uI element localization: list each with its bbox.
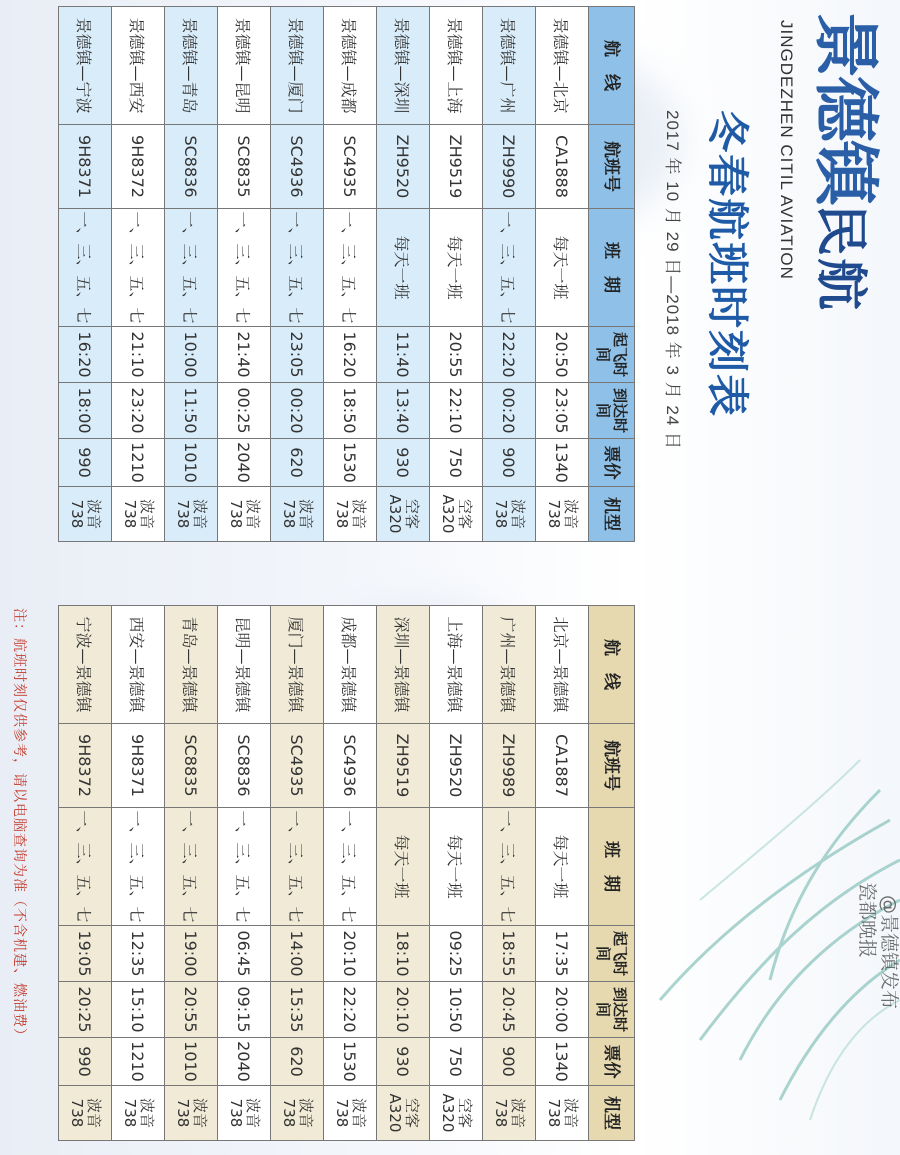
cell-fare: 620 bbox=[271, 1038, 324, 1086]
cell-schedule: 一、三、五、七 bbox=[165, 808, 218, 926]
cell-depart: 21:40 bbox=[218, 327, 271, 383]
cell-route: 厦门—景德镇 bbox=[271, 606, 324, 724]
cell-route: 景德镇—宁波 bbox=[59, 7, 112, 125]
header-arrive: 到达时间 bbox=[589, 982, 635, 1038]
cell-flight: SC8835 bbox=[165, 724, 218, 808]
cell-aircraft: 波音738 bbox=[324, 487, 377, 542]
header-schedule: 班 期 bbox=[589, 808, 635, 926]
cell-flight: ZH9990 bbox=[483, 125, 536, 209]
cell-arrive: 20:00 bbox=[536, 982, 589, 1038]
cell-aircraft: 波音738 bbox=[536, 1086, 589, 1141]
cell-schedule: 每天一班 bbox=[536, 808, 589, 926]
cell-fare: 1010 bbox=[165, 439, 218, 487]
table-row bbox=[271, 606, 324, 1141]
header-aircraft: 机型 bbox=[589, 1086, 635, 1141]
cell-arrive: 20:10 bbox=[377, 982, 430, 1038]
cell-aircraft: 波音738 bbox=[59, 1086, 112, 1141]
cell-arrive: 00:25 bbox=[218, 383, 271, 439]
cell-schedule: 一、三、五、七 bbox=[165, 209, 218, 327]
cell-fare: 990 bbox=[59, 439, 112, 487]
cell-aircraft: 空客A320 bbox=[430, 1086, 483, 1141]
cell-depart: 19:00 bbox=[165, 926, 218, 982]
watermark-account: @景德镇发布 bbox=[878, 895, 900, 1010]
cell-depart: 06:45 bbox=[218, 926, 271, 982]
table-row bbox=[59, 606, 112, 1141]
cell-route: 昆明—景德镇 bbox=[218, 606, 271, 724]
cell-aircraft: 波音738 bbox=[165, 1086, 218, 1141]
cell-route: 广州—景德镇 bbox=[483, 606, 536, 724]
cell-fare: 750 bbox=[430, 439, 483, 487]
cell-depart: 21:10 bbox=[112, 327, 165, 383]
cell-aircraft: 波音738 bbox=[271, 487, 324, 542]
cell-arrive: 15:35 bbox=[271, 982, 324, 1038]
table-row bbox=[218, 606, 271, 1141]
table-row bbox=[483, 7, 536, 542]
cell-arrive: 20:45 bbox=[483, 982, 536, 1038]
cell-route: 景德镇—青岛 bbox=[165, 7, 218, 125]
table-row bbox=[483, 606, 536, 1141]
cell-depart: 19:05 bbox=[59, 926, 112, 982]
header-flight: 航班号 bbox=[589, 125, 635, 209]
cell-schedule: 一、三、五、七 bbox=[324, 209, 377, 327]
cell-depart: 18:10 bbox=[377, 926, 430, 982]
cell-aircraft: 空客A320 bbox=[377, 487, 430, 542]
cell-route: 青岛—景德镇 bbox=[165, 606, 218, 724]
cell-schedule: 一、三、五、七 bbox=[112, 209, 165, 327]
cell-arrive: 20:55 bbox=[165, 982, 218, 1038]
cell-flight: SC4936 bbox=[271, 125, 324, 209]
table-row bbox=[430, 7, 483, 542]
header-aircraft: 机型 bbox=[589, 487, 635, 542]
footnote: 注：航班时刻仅供参考，请以电脑查询为准（不含机建、燃油费） bbox=[11, 608, 27, 1043]
header-depart: 起飞时间 bbox=[589, 926, 635, 982]
header-route: 航 线 bbox=[589, 7, 635, 125]
header-depart: 起飞时间 bbox=[589, 327, 635, 383]
cell-flight: ZH9519 bbox=[430, 125, 483, 209]
cell-arrive: 00:20 bbox=[271, 383, 324, 439]
cell-arrive: 10:50 bbox=[430, 982, 483, 1038]
cell-aircraft: 波音738 bbox=[218, 487, 271, 542]
cell-route: 景德镇—广州 bbox=[483, 7, 536, 125]
table-row bbox=[112, 7, 165, 542]
cell-flight: ZH9520 bbox=[430, 724, 483, 808]
cell-aircraft: 波音738 bbox=[483, 487, 536, 542]
cell-schedule: 每天一班 bbox=[430, 808, 483, 926]
outbound-schedule-table bbox=[58, 6, 635, 542]
page-title: 冬春航班时刻表 bbox=[703, 110, 752, 419]
cell-route: 景德镇—昆明 bbox=[218, 7, 271, 125]
cell-flight: 9H8372 bbox=[59, 724, 112, 808]
cell-flight: SC4936 bbox=[324, 724, 377, 808]
cell-schedule: 一、三、五、七 bbox=[112, 808, 165, 926]
cell-depart: 22:20 bbox=[483, 327, 536, 383]
cell-fare: 1010 bbox=[165, 1038, 218, 1086]
cell-aircraft: 波音738 bbox=[271, 1086, 324, 1141]
cell-aircraft: 波音738 bbox=[483, 1086, 536, 1141]
cell-depart: 10:00 bbox=[165, 327, 218, 383]
cell-schedule: 一、三、五、七 bbox=[59, 209, 112, 327]
cell-fare: 1530 bbox=[324, 439, 377, 487]
header-route: 航 线 bbox=[589, 606, 635, 724]
cell-route: 西安—景德镇 bbox=[112, 606, 165, 724]
cell-fare: 1210 bbox=[112, 439, 165, 487]
cell-route: 景德镇—西安 bbox=[112, 7, 165, 125]
cell-schedule: 一、三、五、七 bbox=[59, 808, 112, 926]
cell-depart: 20:55 bbox=[430, 327, 483, 383]
cell-arrive: 11:50 bbox=[165, 383, 218, 439]
table-header-row bbox=[589, 606, 635, 1141]
cell-flight: SC8836 bbox=[165, 125, 218, 209]
table-row bbox=[377, 606, 430, 1141]
cell-flight: 9H8371 bbox=[112, 724, 165, 808]
cell-fare: 1530 bbox=[324, 1038, 377, 1086]
cell-arrive: 09:15 bbox=[218, 982, 271, 1038]
cell-fare: 750 bbox=[430, 1038, 483, 1086]
cell-flight: ZH9989 bbox=[483, 724, 536, 808]
cell-fare: 1210 bbox=[112, 1038, 165, 1086]
cell-flight: CA1888 bbox=[536, 125, 589, 209]
cell-fare: 2040 bbox=[218, 1038, 271, 1086]
header-flight: 航班号 bbox=[589, 724, 635, 808]
cell-aircraft: 波音738 bbox=[324, 1086, 377, 1141]
cell-schedule: 一、三、五、七 bbox=[218, 808, 271, 926]
cell-fare: 1340 bbox=[536, 439, 589, 487]
table-row bbox=[324, 606, 377, 1141]
cell-aircraft: 空客A320 bbox=[377, 1086, 430, 1141]
cell-depart: 23:05 bbox=[271, 327, 324, 383]
cell-aircraft: 波音738 bbox=[536, 487, 589, 542]
cell-route: 上海—景德镇 bbox=[430, 606, 483, 724]
cell-arrive: 13:40 bbox=[377, 383, 430, 439]
cell-arrive: 00:20 bbox=[483, 383, 536, 439]
cell-schedule: 每天一班 bbox=[536, 209, 589, 327]
cell-fare: 990 bbox=[59, 1038, 112, 1086]
cell-schedule: 每天一班 bbox=[377, 808, 430, 926]
table-row bbox=[430, 606, 483, 1141]
cell-route: 成都—景德镇 bbox=[324, 606, 377, 724]
header-fare: 票价 bbox=[589, 1038, 635, 1086]
cell-route: 北京—景德镇 bbox=[536, 606, 589, 724]
cell-route: 景德镇—深圳 bbox=[377, 7, 430, 125]
cell-fare: 930 bbox=[377, 1038, 430, 1086]
cell-fare: 620 bbox=[271, 439, 324, 487]
cell-arrive: 23:20 bbox=[112, 383, 165, 439]
cell-flight: CA1887 bbox=[536, 724, 589, 808]
cell-aircraft: 波音738 bbox=[218, 1086, 271, 1141]
cell-depart: 18:55 bbox=[483, 926, 536, 982]
cell-aircraft: 波音738 bbox=[165, 487, 218, 542]
cell-arrive: 23:05 bbox=[536, 383, 589, 439]
cell-route: 景德镇—成都 bbox=[324, 7, 377, 125]
cell-depart: 17:35 bbox=[536, 926, 589, 982]
cell-arrive: 15:10 bbox=[112, 982, 165, 1038]
cell-route: 深圳—景德镇 bbox=[377, 606, 430, 724]
inbound-schedule-table bbox=[58, 605, 635, 1141]
table-row bbox=[59, 7, 112, 542]
logo bbox=[798, 12, 894, 372]
cell-depart: 09:25 bbox=[430, 926, 483, 982]
cell-flight: SC4935 bbox=[271, 724, 324, 808]
header-schedule: 班 期 bbox=[589, 209, 635, 327]
cell-depart: 16:20 bbox=[324, 327, 377, 383]
table-header-row bbox=[589, 7, 635, 542]
cell-fare: 900 bbox=[483, 439, 536, 487]
cell-schedule: 一、三、五、七 bbox=[324, 808, 377, 926]
cell-flight: ZH9520 bbox=[377, 125, 430, 209]
date-range: 2017 年 10 月 29 日—2018 年 3 月 24 日 bbox=[663, 110, 682, 451]
cell-depart: 11:40 bbox=[377, 327, 430, 383]
logo-english: JINGDEZHEN CITIL AVIATION bbox=[777, 20, 796, 280]
cell-depart: 16:20 bbox=[59, 327, 112, 383]
cell-fare: 2040 bbox=[218, 439, 271, 487]
cell-arrive: 22:20 bbox=[324, 982, 377, 1038]
cell-route: 景德镇—厦门 bbox=[271, 7, 324, 125]
cell-aircraft: 空客A320 bbox=[430, 487, 483, 542]
table-row bbox=[377, 7, 430, 542]
cell-schedule: 一、三、五、七 bbox=[271, 808, 324, 926]
cell-schedule: 一、三、五、七 bbox=[483, 808, 536, 926]
logo-cn-name: 景德镇 bbox=[807, 12, 885, 204]
cell-schedule: 一、三、五、七 bbox=[483, 209, 536, 327]
cell-arrive: 22:10 bbox=[430, 383, 483, 439]
cell-aircraft: 波音738 bbox=[112, 487, 165, 542]
table-row bbox=[536, 606, 589, 1141]
table-row bbox=[324, 7, 377, 542]
cell-aircraft: 波音738 bbox=[59, 487, 112, 542]
cell-flight: 9H8371 bbox=[59, 125, 112, 209]
table-row bbox=[165, 7, 218, 542]
cell-flight: SC8835 bbox=[218, 125, 271, 209]
cell-aircraft: 波音738 bbox=[112, 1086, 165, 1141]
cell-flight: SC8836 bbox=[218, 724, 271, 808]
cell-depart: 12:35 bbox=[112, 926, 165, 982]
header-arrive: 到达时间 bbox=[589, 383, 635, 439]
table-row bbox=[218, 7, 271, 542]
cell-schedule: 每天一班 bbox=[377, 209, 430, 327]
cell-arrive: 18:00 bbox=[59, 383, 112, 439]
cell-depart: 14:00 bbox=[271, 926, 324, 982]
watermark-newspaper: 瓷都晚报 bbox=[856, 882, 878, 959]
cell-route: 宁波—景德镇 bbox=[59, 606, 112, 724]
logo-cn-suffix: 民航 bbox=[810, 204, 871, 313]
table-row bbox=[271, 7, 324, 542]
cell-flight: 9H8372 bbox=[112, 125, 165, 209]
cell-flight: SC4935 bbox=[324, 125, 377, 209]
cell-route: 景德镇—北京 bbox=[536, 7, 589, 125]
cell-depart: 20:50 bbox=[536, 327, 589, 383]
cell-fare: 1340 bbox=[536, 1038, 589, 1086]
cell-fare: 930 bbox=[377, 439, 430, 487]
cell-route: 景德镇—上海 bbox=[430, 7, 483, 125]
table-row bbox=[536, 7, 589, 542]
cell-arrive: 20:25 bbox=[59, 982, 112, 1038]
cell-flight: ZH9519 bbox=[377, 724, 430, 808]
table-row bbox=[165, 606, 218, 1141]
header-fare: 票价 bbox=[589, 439, 635, 487]
cell-depart: 20:10 bbox=[324, 926, 377, 982]
cell-schedule: 一、三、五、七 bbox=[218, 209, 271, 327]
cell-arrive: 18:50 bbox=[324, 383, 377, 439]
cell-schedule: 每天一班 bbox=[430, 209, 483, 327]
cell-schedule: 一、三、五、七 bbox=[271, 209, 324, 327]
cell-fare: 900 bbox=[483, 1038, 536, 1086]
table-row bbox=[112, 606, 165, 1141]
